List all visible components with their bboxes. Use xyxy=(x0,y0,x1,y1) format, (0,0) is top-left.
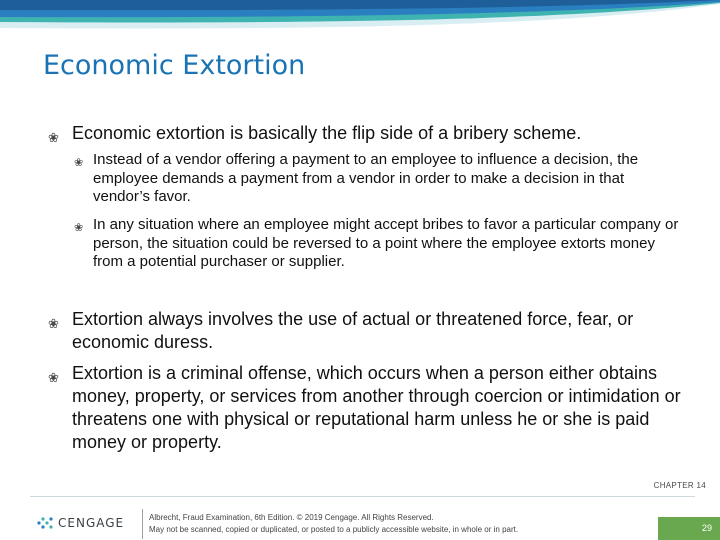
bullet-text: Economic extortion is basically the flip side of a bribery scheme. xyxy=(72,123,582,143)
bullet-icon: ❀ xyxy=(48,131,59,146)
chapter-label: CHAPTER 14 xyxy=(653,481,706,490)
bullet-icon: ❀ xyxy=(74,156,84,169)
sub-bullet-text: Instead of a vendor offering a payment to an employee to influence a decision, the employee demands a payment from a vendor in order to make a decision in that vendor’s favor. xyxy=(93,151,639,205)
bullet-item xyxy=(48,308,688,354)
bullet-item xyxy=(48,362,688,454)
copyright-line-2: May not be scanned, copied or duplicated, or posted to a publicly accessible website, in whole or in part. xyxy=(149,525,519,534)
copyright-line-1: Albrecht, Fraud Examination, 6th Edition. © 2019 Cengage. All Rights Reserved. xyxy=(149,513,434,522)
sub-bullet-text: In any situation where an employee might accept bribes to favor a particular company or person, the situation could be reversed to a point where the employee extorts money from a potential purchaser or supplier. xyxy=(93,216,679,270)
bullet-item xyxy=(48,122,688,145)
top-wave-decoration xyxy=(0,0,720,32)
logo-text: CENGAGE xyxy=(58,516,125,530)
sub-bullet-item xyxy=(74,216,684,272)
sub-bullet-item xyxy=(74,151,684,207)
cengage-logo-icon xyxy=(36,516,54,530)
page-number: 29 xyxy=(658,517,720,540)
bullet-icon: ❀ xyxy=(48,317,59,332)
cengage-logo xyxy=(36,516,124,530)
slide-title: Economic Extortion xyxy=(43,50,306,81)
bullet-text: Extortion is a criminal offense, which occurs when a person either obtains money, property, or services from another through coercion or intimidation or threatens one with physical or reputational harm unless he or she is paid money or property. xyxy=(72,363,681,452)
footer-divider xyxy=(30,496,695,497)
bullet-text: Extortion always involves the use of actual or threatened force, fear, or economic duress. xyxy=(72,309,634,352)
bullet-icon: ❀ xyxy=(48,371,59,386)
copyright-notice xyxy=(149,512,518,536)
footer-separator xyxy=(142,509,143,539)
bullet-icon: ❀ xyxy=(74,221,84,234)
